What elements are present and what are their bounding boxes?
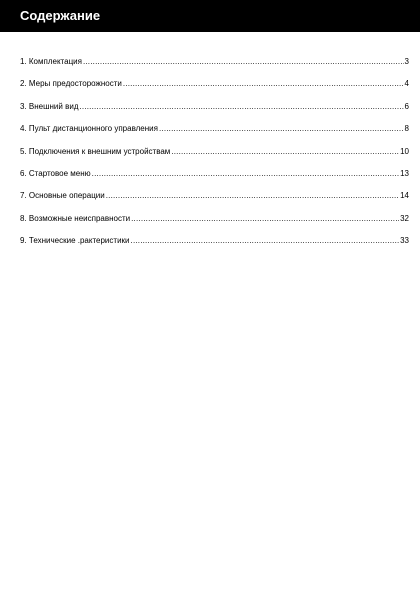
toc-item-label: 2. Меры предосторожности [20,79,122,89]
toc-item-9[interactable] [20,235,409,246]
toc-item-label: 5. Подключения к внешним устройствам [20,146,171,156]
toc-leader-dots [106,190,399,201]
toc-item-page: 14 [400,191,409,201]
toc-item-label: 4. Пульт дистанционного управления [20,124,158,134]
toc-item-8[interactable] [20,213,409,224]
toc-item-label: 6. Стартовое меню [20,168,91,178]
toc-item-7[interactable] [20,190,409,201]
header-bar [0,0,420,32]
toc-leader-dots [159,123,404,134]
toc-item-label: 8. Возможные неисправности [20,213,131,223]
toc-item-1[interactable] [20,56,409,67]
toc-leader-dots [171,146,399,157]
toc-item-5[interactable] [20,146,409,157]
toc-item-page: 6 [404,101,409,111]
toc-item-page: 3 [404,57,409,66]
toc-item-label: 3. Внешний вид [20,101,79,111]
page-title: Содержание [20,8,101,23]
toc-item-page: 13 [400,168,409,178]
toc-item-4[interactable] [20,123,409,134]
toc-leader-dots [131,213,399,224]
toc-item-page: 33 [400,236,409,246]
toc-item-label: 1. Комплектация [20,57,82,66]
toc-item-label: 7. Основные операции [20,191,105,201]
toc-item-3[interactable] [20,101,409,112]
toc-leader-dots [131,235,400,246]
toc-item-6[interactable] [20,168,409,179]
toc-item-page: 4 [404,79,409,89]
toc-leader-dots [83,56,404,67]
toc-item-2[interactable] [20,78,409,89]
toc-leader-dots [92,168,399,179]
toc-item-page: 10 [400,146,409,156]
toc-item-label: 9. Технические .рактеристики [20,236,130,246]
toc-leader-dots [123,78,404,89]
toc-leader-dots [79,101,403,112]
toc-item-page: 8 [404,124,409,134]
table-of-contents [20,56,409,258]
toc-item-page: 32 [400,213,409,223]
